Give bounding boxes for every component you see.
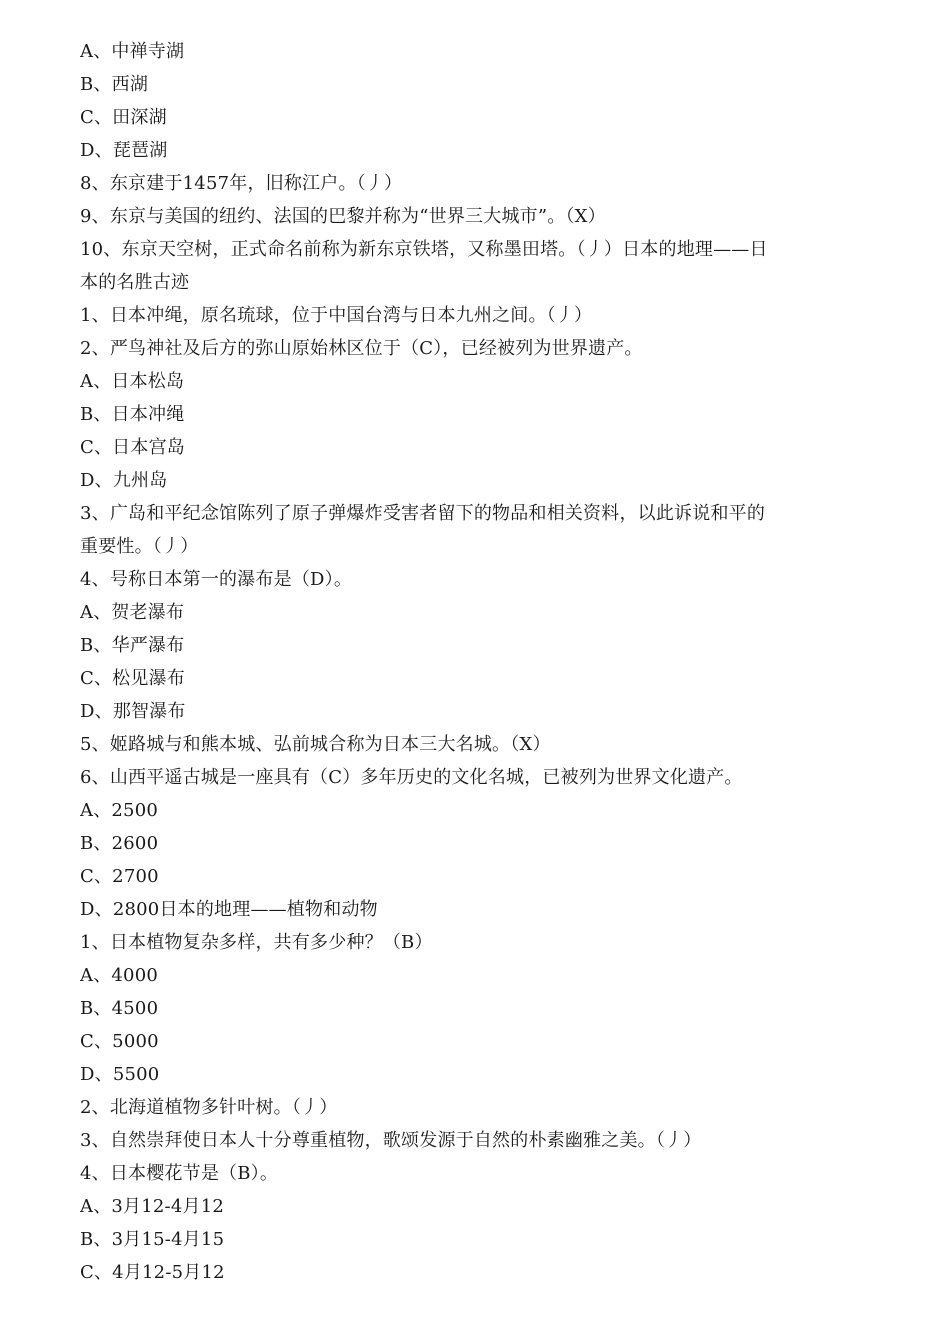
option-line: C、4月12-5月12 (80, 1262, 225, 1283)
document-page (80, 35, 875, 1289)
option-line: D、那智瀑布 (80, 701, 186, 722)
option-line: C、松见瀑布 (80, 668, 185, 689)
option-line: B、4500 (80, 998, 159, 1019)
option-line: D、5500 (80, 1064, 160, 1085)
option-line: C、2700 (80, 866, 159, 887)
option-line: B、2600 (80, 833, 159, 854)
option-line: A、4000 (80, 965, 159, 986)
option-line: D、九州岛 (80, 470, 168, 491)
option-line: A、3月12-4月12 (80, 1196, 224, 1217)
question-line: 5、姬路城与和熊本城、弘前城合称为日本三大名城。（X） (80, 734, 551, 755)
question-line: 10、东京天空树，正式命名前称为新东京铁塔，又称墨田塔。（丿）日本的地理——日 (80, 239, 768, 260)
option-line: C、5000 (80, 1031, 159, 1052)
option-line: B、3月15-4月15 (80, 1229, 225, 1250)
question-line: 4、日本樱花节是（B）。 (80, 1163, 279, 1184)
option-line: D、琵琶湖 (80, 140, 168, 161)
question-line: 1、日本植物复杂多样，共有多少种？（B） (80, 932, 433, 953)
option-line: B、日本冲绳 (80, 404, 185, 425)
question-line: 3、自然崇拜使日本人十分尊重植物，歌颂发源于自然的朴素幽雅之美。（丿） (80, 1130, 702, 1151)
section-heading-line: 本的名胜古迹 (80, 272, 190, 293)
question-line: 1、日本冲绳，原名琉球，位于中国台湾与日本九州之间。（丿） (80, 305, 593, 326)
option-line: C、日本宫岛 (80, 437, 185, 458)
option-line: A、日本松岛 (80, 371, 185, 392)
question-line: 重要性。（丿） (80, 536, 199, 557)
question-line: 2、北海道植物多针叶树。（丿） (80, 1097, 338, 1118)
option-line: B、西湖 (80, 74, 149, 95)
question-line: 3、广岛和平纪念馆陈列了原子弹爆炸受害者留下的物品和相关资料，以此诉说和平的 (80, 503, 766, 524)
option-line: C、田深湖 (80, 107, 167, 128)
question-line: 8、东京建于1457年，旧称江户。（丿） (80, 173, 403, 194)
question-line: 6、山西平遥古城是一座具有（C）多年历史的文化名城，已被列为世界文化遗产。 (80, 767, 743, 788)
option-line: B、华严瀑布 (80, 635, 185, 656)
option-line: A、中禅寺湖 (80, 41, 185, 62)
option-line: D、2800日本的地理——植物和动物 (80, 899, 378, 920)
option-line: A、贺老瀑布 (80, 602, 185, 623)
question-line: 2、严鸟神社及后方的弥山原始林区位于（C），已经被列为世界遗产。 (80, 338, 643, 359)
option-line: A、2500 (80, 800, 159, 821)
question-line: 4、号称日本第一的瀑布是（D）。 (80, 569, 353, 590)
question-line: 9、东京与美国的纽约、法国的巴黎并称为“世界三大城市”。（X） (80, 206, 606, 227)
